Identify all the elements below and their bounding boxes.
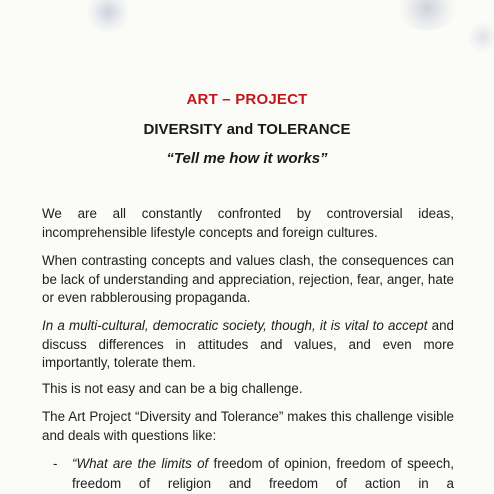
paragraph-emphasis: In a multi-cultural, democratic society, though, it is vital to accept [42,318,428,333]
scan-smudge [84,0,132,32]
scan-smudge [468,20,494,54]
paragraph-challenge: This is not easy and can be a big challenge. [42,381,303,396]
document-subtitle: “Tell me how it works” [166,150,328,167]
bullet-continuation: freedom of opinion, freedom of speech, freedom of religion and freedom of action in a [72,456,454,491]
bullet-marker: - [53,456,58,471]
project-kicker: ART – PROJECT [186,91,308,108]
document-title: DIVERSITY and TOLERANCE [143,121,351,138]
bullet-emphasis: “What are the limits of [72,456,209,471]
paragraph-continuation: and discuss differences in attitudes and values, and even more importantly, tolerate them. [42,318,454,370]
paragraph-intro: We are all constantly confronted by controversial ideas, incomprehensible lifestyle concepts and foreign cultures. [42,206,454,240]
paragraph-project-aim: The Art Project “Diversity and Tolerance” makes this challenge visible and deals with questions like: [42,409,454,443]
scan-smudge [392,0,462,30]
bullet-text [72,454,454,494]
paragraph-consequences: When contrasting concepts and values clash, the consequences can be lack of understanding and appreciation, rejection, fear, anger, hate or even rabblerousing propaganda. [42,253,454,305]
paragraph-democratic-society [42,317,454,373]
